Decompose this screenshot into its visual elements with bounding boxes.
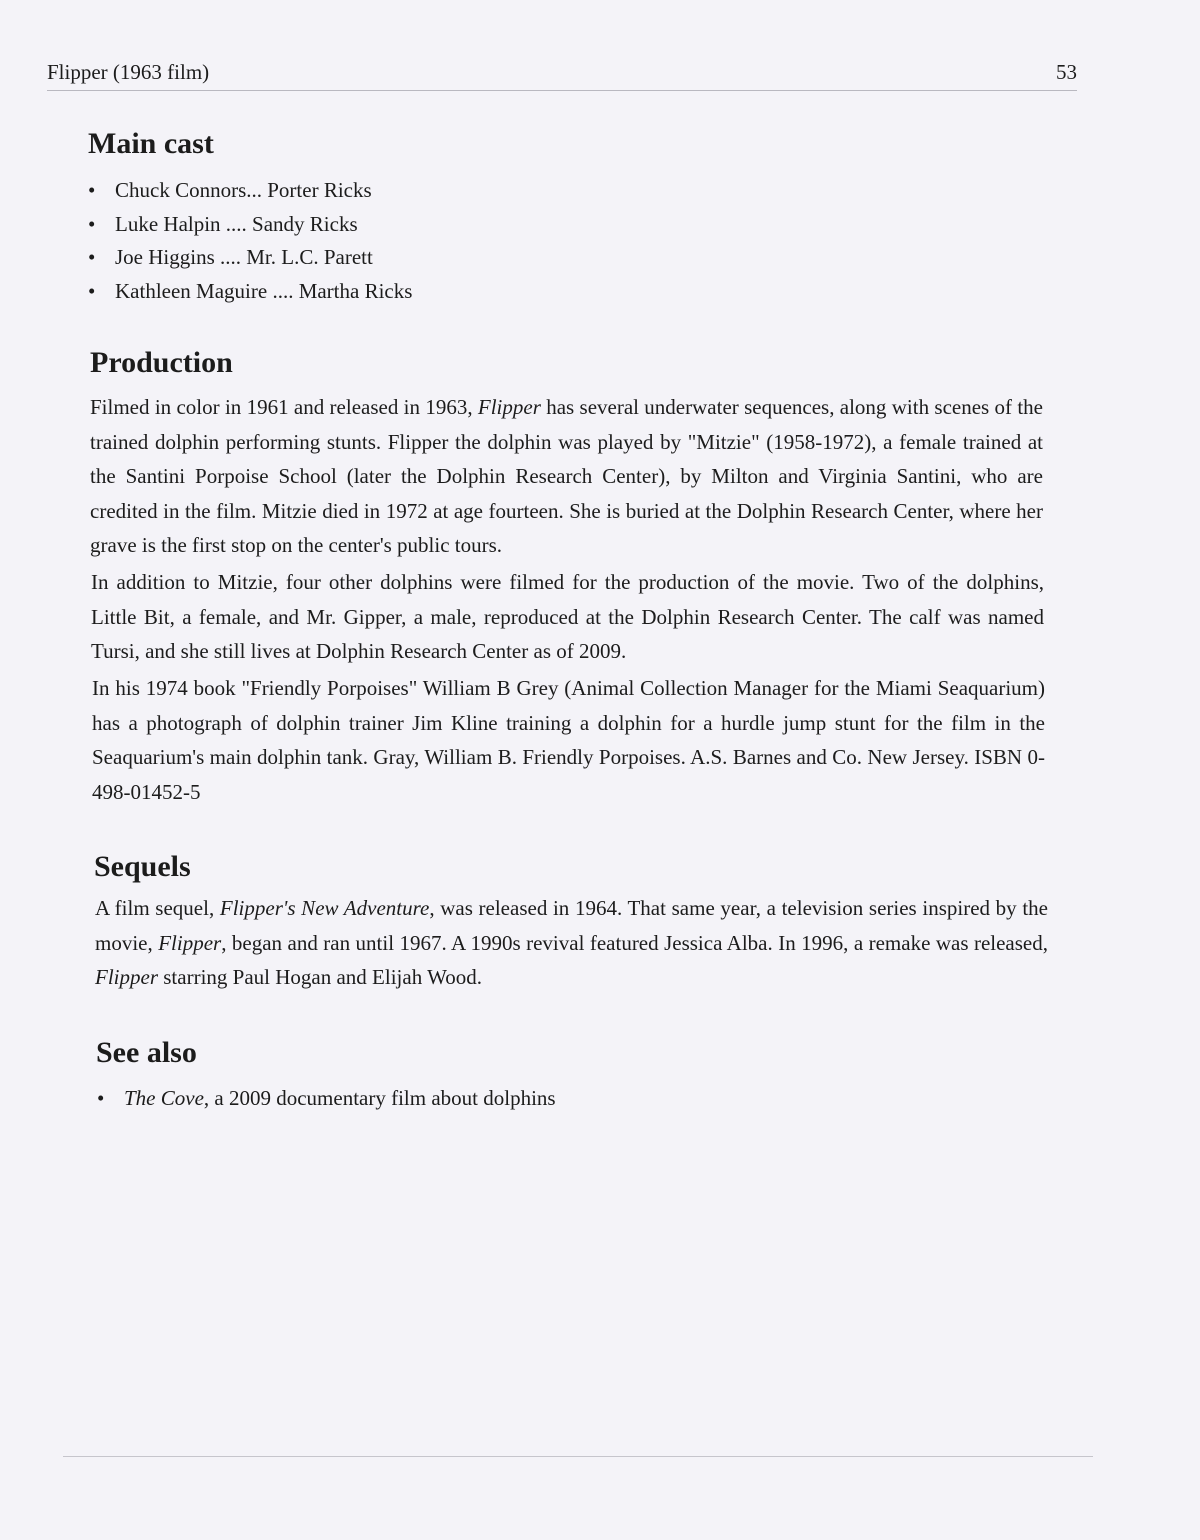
section-heading-main-cast: Main cast <box>88 127 214 160</box>
bullet: • <box>88 278 96 303</box>
page-number: 53 <box>1056 60 1077 84</box>
section-heading-production: Production <box>90 346 233 379</box>
bullet: • <box>88 245 96 269</box>
section-heading-sequels: Sequels <box>94 850 191 883</box>
bullet: • <box>97 1086 105 1110</box>
list-item: • Luke Halpin .... Sandy Ricks <box>88 211 358 236</box>
list-item: • Chuck Connors... Porter Ricks <box>88 178 372 202</box>
see-also-list <box>97 1084 556 1118</box>
footer-rule <box>63 1456 1093 1457</box>
sequels-paragraph: A film sequel, Flipper's New Adventure, was released in 1964. That same year, a television series inspired by the movie, Flipper, began and ran until 1967. A 1990s revival featured Jessica Alba. In 1996, a remake was released, Flipper starring Paul Hogan and Elijah Wood. <box>95 896 1048 989</box>
list-item: • Kathleen Maguire .... Martha Ricks <box>88 278 413 303</box>
list-item: • Joe Higgins .... Mr. L.C. Parett <box>88 245 373 269</box>
list-item: • The Cove, a 2009 documentary film about dolphins <box>97 1086 556 1110</box>
bullet: • <box>88 178 96 202</box>
production-paragraph-1: Filmed in color in 1961 and released in 1963, Flipper has several underwater sequences, along with scenes of the trained dolphin performing stunts. Flipper the dolphin was played by "Mitzie" (1958-1972), a female trained at the Santini Porpoise School (later the Dolphin Research Center), by Milton and Virginia Santini, who are credited in the film. Mitzie died in 1972 at age fourteen. She is buried at the Dolphin Research Center, where her grave is the first stop on the center's public tours. <box>90 395 1043 557</box>
section-heading-see-also: See also <box>96 1036 197 1069</box>
link-the-cove: The Cove <box>124 1086 204 1110</box>
bullet: • <box>88 211 96 236</box>
production-paragraph-3: In his 1974 book "Friendly Porpoises" William B Grey (Animal Collection Manager for the Miami Seaquarium) has a photograph of dolphin trainer Jim Kline training a dolphin for a hurdle jump stunt for the film in the Seaquarium's main dolphin tank. Gray, William B. Friendly Porpoises. A.S. Barnes and Co. New Jersey. ISBN 0-498-01452-5 <box>92 676 1045 804</box>
page-header <box>47 60 1077 91</box>
production-paragraph-2: In addition to Mitzie, four other dolphins were filmed for the production of the movie. Two of the dolphins, Little Bit, a female, and Mr. Gipper, a male, reproduced at the Dolphin Research Center. The calf was named Tursi, and she still lives at Dolphin Research Center as of 2009. <box>91 570 1044 663</box>
running-title: Flipper (1963 film) <box>47 60 210 84</box>
cast-list <box>88 176 412 310</box>
